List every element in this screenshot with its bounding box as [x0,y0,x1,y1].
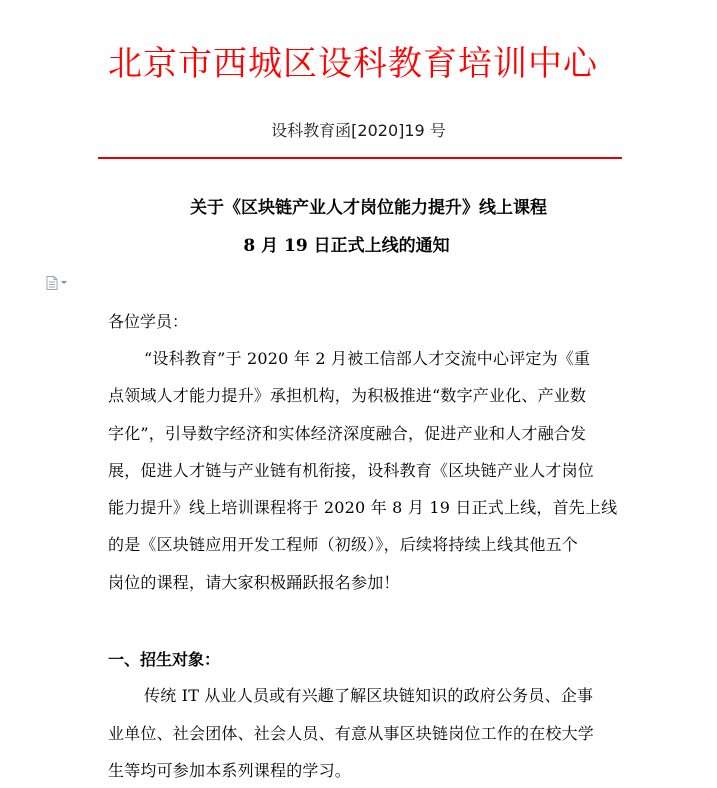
section-heading-enrollment: 一、招生对象： [108,650,221,669]
paragraph-line: 业单位、社会团体、社会人员、有意从事区块链岗位工作的在校大学 [108,724,595,743]
paragraph-line: 生等均可参加本系列课程的学习。 [108,761,352,780]
notice-title-line1: 关于《区块链产业人才岗位能力提升》线上课程 [190,198,547,218]
document-dropdown-icon[interactable] [46,276,70,290]
paragraph-line: 点领域人才能力提升》承担机构，为积极推进“数字产业化、产业数 [108,386,587,405]
salutation: 各位学员： [108,312,189,331]
red-divider-line [98,157,622,159]
paragraph-line: 的是《区块链应用开发工程师（初级）》，后续将持续上线其他五个 [108,535,579,554]
paragraph-line: 岗位的课程，请大家积极踊跃报名参加！ [108,573,400,592]
paragraph-line: 展，促进人才链与产业链有机衔接，设科教育《区块链产业人才岗位 [108,461,595,480]
paragraph-line: 字化”，引导数字经济和实体经济深度融合，促进产业和人才融合发 [108,424,587,443]
paragraph-line: 传统 IT 从业人员或有兴趣了解区块链知识的政府公务员、企事 [144,686,594,705]
paragraph-line: 能力提升》线上培训课程将于 2020 年 8 月 19 日正式上线，首先上线 [108,498,618,517]
paragraph-line: “设科教育”于 2020 年 2 月被工信部人才交流中心评定为《重 [144,349,591,368]
notice-title-line2: 8 月 19 日正式上线的通知 [243,236,450,256]
org-name-header: 北京市西城区设科教育培训中心 [108,44,598,84]
document-number: 设科教育函[2020]19 号 [271,121,446,140]
